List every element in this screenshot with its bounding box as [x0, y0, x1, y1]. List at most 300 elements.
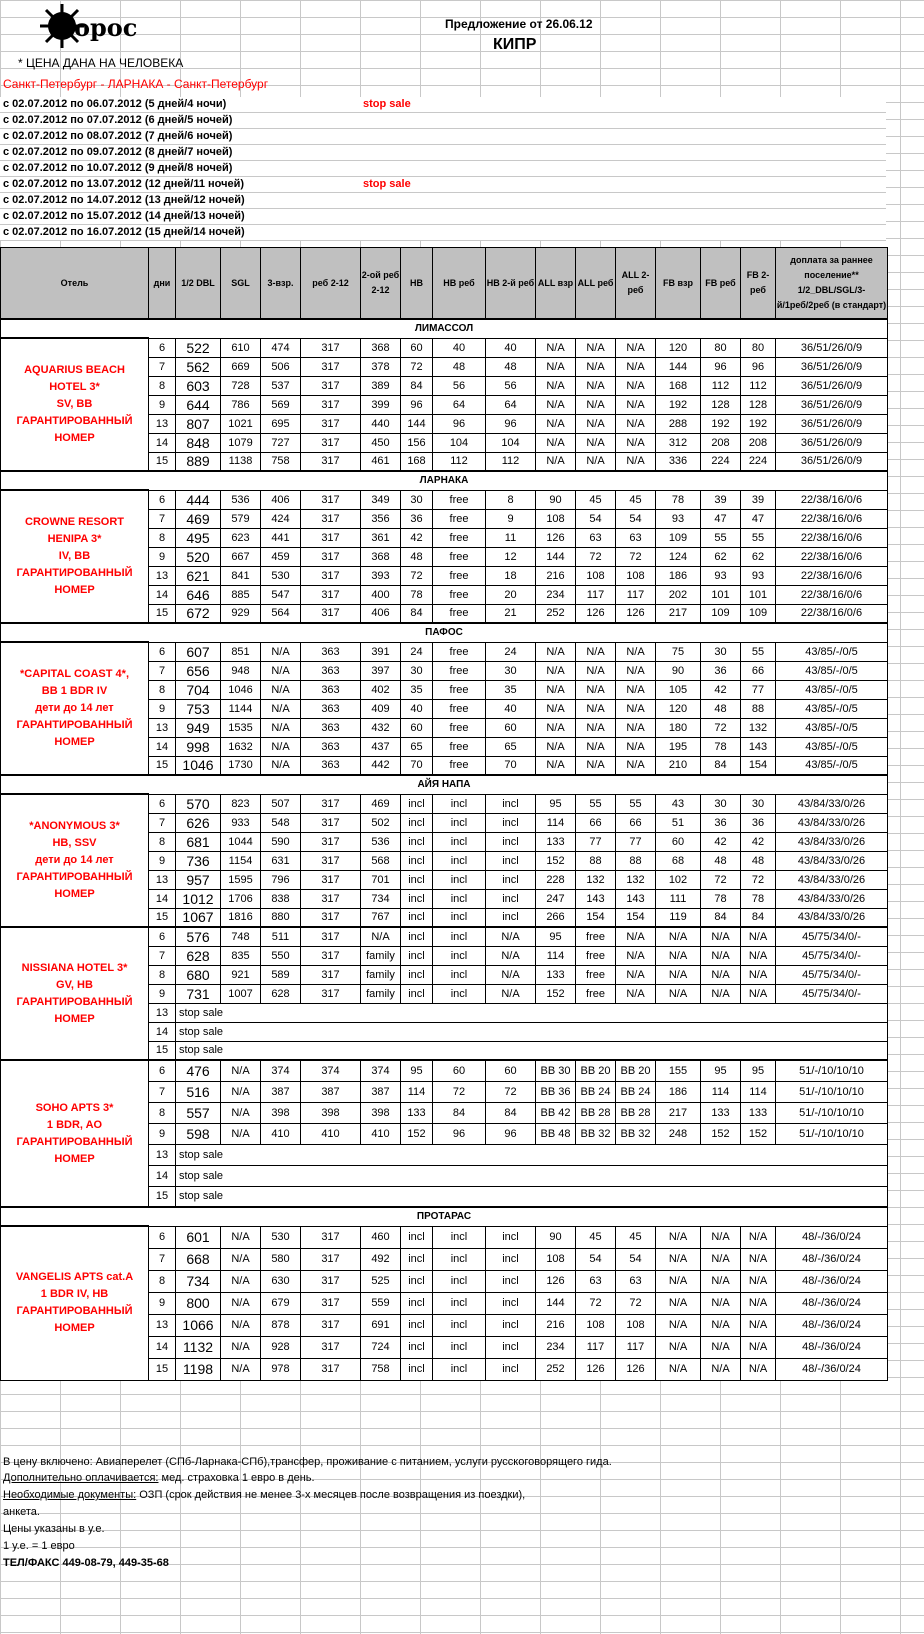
footer-rate: 1 у.е. = 1 евро	[3, 1540, 75, 1552]
price-cell: BB 20	[576, 1060, 616, 1081]
price-cell: 217	[656, 604, 701, 623]
days-cell: 14	[149, 433, 176, 452]
price-cell: 569	[261, 395, 301, 414]
price-cell: 63	[616, 1270, 656, 1292]
price-cell: N/A	[536, 737, 576, 756]
price-cell: 400	[361, 585, 401, 604]
price-cell: 77	[576, 832, 616, 851]
price-cell: 349	[361, 490, 401, 509]
price-cell: 111	[656, 889, 701, 908]
price-cell: 252	[536, 1358, 576, 1380]
price-cell: 72	[486, 1081, 536, 1102]
section-row	[1, 623, 888, 642]
price-cell: 998	[176, 737, 221, 756]
price-cell: incl	[486, 908, 536, 927]
days-cell: 9	[149, 984, 176, 1003]
price-cell: N/A	[221, 1060, 261, 1081]
price-cell: 105	[656, 680, 701, 699]
price-cell: BB 30	[536, 1060, 576, 1081]
date-row	[0, 193, 886, 209]
price-cell: 460	[361, 1226, 401, 1248]
section-title: ПАФОС	[1, 623, 888, 642]
price-cell: 60	[486, 718, 536, 737]
price-cell: N/A	[576, 737, 616, 756]
price-cell: 317	[301, 794, 361, 813]
price-cell: 36	[401, 509, 433, 528]
price-cell: 317	[301, 832, 361, 851]
days-cell: 13	[149, 566, 176, 585]
days-cell: 6	[149, 927, 176, 946]
price-cell: 669	[221, 357, 261, 376]
price-cell: 112	[741, 376, 776, 395]
price-cell: N/A	[616, 661, 656, 680]
price-cell: 317	[301, 1358, 361, 1380]
price-cell: 317	[301, 927, 361, 946]
price-cell: 168	[401, 452, 433, 471]
column-header: доплата за раннее поселение** 1/2_DBL/SGL/3-й/1реб/2реб (в стандарт)	[776, 248, 888, 320]
date-range: с 02.07.2012 по 13.07.2012 (12 дней/11 ночей)	[3, 178, 245, 190]
days-cell: 8	[149, 528, 176, 547]
price-cell: 192	[656, 395, 701, 414]
price-cell: 192	[741, 414, 776, 433]
table-row	[1, 1060, 888, 1081]
price-cell: 124	[656, 547, 701, 566]
price-cell: 68	[656, 851, 701, 870]
price-cell: 48/-/36/0/24	[776, 1270, 888, 1292]
price-cell: 695	[261, 414, 301, 433]
price-cell: incl	[433, 813, 486, 832]
hotel-name-line: SV, BB	[56, 398, 93, 410]
price-cell: 109	[741, 604, 776, 623]
price-cell: free	[433, 661, 486, 680]
price-cell: 108	[536, 1248, 576, 1270]
price-cell: 35	[486, 680, 536, 699]
price-cell: N/A	[741, 1270, 776, 1292]
date-row	[0, 161, 886, 177]
price-cell: 727	[261, 433, 301, 452]
price-cell: 84	[701, 908, 741, 927]
price-cell: 957	[176, 870, 221, 889]
hotel-name	[1, 1060, 149, 1207]
section-title: ЛИМАССОЛ	[1, 319, 888, 338]
price-cell: 317	[301, 965, 361, 984]
table-row	[1, 642, 888, 661]
price-cell: N/A	[741, 965, 776, 984]
price-cell: 48/-/36/0/24	[776, 1358, 888, 1380]
price-cell: N/A	[741, 946, 776, 965]
price-cell: 186	[656, 566, 701, 585]
price-cell: 40	[433, 338, 486, 357]
price-cell: N/A	[576, 699, 616, 718]
price-cell: N/A	[616, 642, 656, 661]
price-cell: N/A	[656, 965, 701, 984]
price-cell: N/A	[576, 338, 616, 357]
footer-included: В цену включено: Авиаперелет (СПб-Ларнака-СПб),трансфер, проживание с питанием, услуги русскоговорящего гида.	[3, 1456, 612, 1468]
price-cell: 701	[361, 870, 401, 889]
price-cell: 630	[261, 1270, 301, 1292]
hotel-name-line: 1 BDR IV, HB	[40, 1288, 109, 1301]
price-cell: incl	[486, 813, 536, 832]
price-cell: 22/38/16/0/6	[776, 604, 888, 623]
price-cell: 108	[616, 566, 656, 585]
price-cell: 949	[176, 718, 221, 737]
column-header: Отель	[1, 248, 149, 320]
price-cell: 835	[221, 946, 261, 965]
price-cell: 48	[433, 357, 486, 376]
date-range: с 02.07.2012 по 09.07.2012 (8 дней/7 ночей)	[3, 146, 233, 158]
price-cell: 562	[176, 357, 221, 376]
price-cell: 758	[361, 1358, 401, 1380]
price-cell: 36	[741, 813, 776, 832]
price-cell: incl	[401, 927, 433, 946]
column-header: ALL 2-реб	[616, 248, 656, 320]
price-cell: incl	[486, 889, 536, 908]
price-cell: N/A	[616, 984, 656, 1003]
stop-sale-cell: stop sale	[176, 1144, 888, 1165]
price-cell: 317	[301, 566, 361, 585]
price-cell: 363	[301, 756, 361, 775]
price-cell: 72	[741, 870, 776, 889]
price-cell: incl	[401, 1226, 433, 1248]
price-cell: 192	[701, 414, 741, 433]
price-cell: 252	[536, 604, 576, 623]
price-cell: N/A	[616, 414, 656, 433]
extra-label: Дополнительно оплачивается:	[3, 1472, 159, 1484]
price-cell: incl	[401, 1292, 433, 1314]
hotel-name-line: SOHO APTS 3*	[35, 1101, 114, 1114]
price-cell: 1012	[176, 889, 221, 908]
price-cell: 72	[576, 1292, 616, 1314]
price-cell: 889	[176, 452, 221, 471]
price-cell: 631	[261, 851, 301, 870]
stop-sale-cell: stop sale	[176, 1165, 888, 1186]
price-cell: BB 24	[616, 1081, 656, 1102]
price-cell: free	[433, 756, 486, 775]
price-cell: 459	[261, 547, 301, 566]
hotel-name-line: НОМЕР	[54, 736, 95, 748]
price-cell: N/A	[576, 433, 616, 452]
price-cell: 929	[221, 604, 261, 623]
date-row	[0, 113, 886, 129]
price-cell: N/A	[536, 642, 576, 661]
days-cell: 7	[149, 813, 176, 832]
price-cell: N/A	[261, 718, 301, 737]
price-cell: 410	[361, 1123, 401, 1144]
price-cell: 691	[361, 1314, 401, 1336]
price-cell: 109	[656, 528, 701, 547]
price-cell: 317	[301, 1292, 361, 1314]
date-range: с 02.07.2012 по 07.07.2012 (6 дней/5 ночей)	[3, 114, 233, 126]
price-cell: 317	[301, 490, 361, 509]
price-cell: 317	[301, 338, 361, 357]
price-cell: 537	[261, 376, 301, 395]
price-cell: BB 20	[616, 1060, 656, 1081]
column-header: SGL	[221, 248, 261, 320]
price-cell: N/A	[616, 357, 656, 376]
price-cell: 399	[361, 395, 401, 414]
price-cell: 90	[656, 661, 701, 680]
price-cell: 368	[361, 338, 401, 357]
price-cell: 126	[616, 1358, 656, 1380]
price-cell: 43/85/-/0/5	[776, 756, 888, 775]
price-cell: 590	[261, 832, 301, 851]
price-cell: 117	[616, 1336, 656, 1358]
price-cell: 95	[741, 1060, 776, 1081]
price-cell: N/A	[536, 680, 576, 699]
price-cell: 65	[401, 737, 433, 756]
price-cell: 437	[361, 737, 401, 756]
price-cell: incl	[433, 1270, 486, 1292]
price-cell: BB 24	[576, 1081, 616, 1102]
price-cell: 54	[576, 1248, 616, 1270]
price-cell: 154	[616, 908, 656, 927]
price-cell: N/A	[701, 1248, 741, 1270]
price-cell: incl	[433, 965, 486, 984]
price-cell: 623	[221, 528, 261, 547]
price-cell: 823	[221, 794, 261, 813]
column-header: ALL взр	[536, 248, 576, 320]
price-cell: 1067	[176, 908, 221, 927]
price-cell: N/A	[656, 1270, 701, 1292]
price-cell: 208	[701, 433, 741, 452]
days-cell: 15	[149, 1358, 176, 1380]
hotel-name-line: НОМЕР	[54, 1152, 95, 1165]
price-cell: 117	[576, 1336, 616, 1358]
days-cell: 6	[149, 1226, 176, 1248]
price-cell: 398	[301, 1102, 361, 1123]
price-cell: 84	[433, 1102, 486, 1123]
date-range: с 02.07.2012 по 16.07.2012 (15 дней/14 ночей)	[3, 226, 245, 238]
hotel-name-line: IV, BB	[58, 550, 91, 562]
price-cell: N/A	[616, 718, 656, 737]
price-cell: 51/-/10/10/10	[776, 1081, 888, 1102]
price-cell: 78	[656, 490, 701, 509]
price-cell: incl	[433, 1314, 486, 1336]
price-cell: 704	[176, 680, 221, 699]
price-cell: BB 42	[536, 1102, 576, 1123]
price-cell: 128	[701, 395, 741, 414]
date-range: с 02.07.2012 по 15.07.2012 (14 дней/13 ночей)	[3, 210, 245, 222]
price-cell: 152	[536, 851, 576, 870]
price-cell: N/A	[536, 756, 576, 775]
offer-date: Предложение от 26.06.12	[445, 17, 593, 31]
price-cell: incl	[433, 870, 486, 889]
price-cell: N/A	[701, 1314, 741, 1336]
price-cell: 95	[536, 927, 576, 946]
stop-sale-label: stop sale	[363, 178, 411, 190]
hotel-name-line: CROWNE RESORT	[25, 516, 124, 528]
price-cell: 22/38/16/0/6	[776, 528, 888, 547]
price-cell: incl	[433, 1248, 486, 1270]
price-cell: 878	[261, 1314, 301, 1336]
price-cell: 117	[576, 585, 616, 604]
price-cell: 547	[261, 585, 301, 604]
price-cell: 152	[701, 1123, 741, 1144]
days-cell: 9	[149, 547, 176, 566]
price-cell: 43/85/-/0/5	[776, 680, 888, 699]
date-range: с 02.07.2012 по 08.07.2012 (7 дней/6 ночей)	[3, 130, 233, 142]
footer-docs-2: анкета.	[3, 1506, 40, 1518]
price-cell: N/A	[741, 1314, 776, 1336]
price-cell: incl	[401, 1336, 433, 1358]
date-row	[0, 97, 886, 113]
price-cell: incl	[401, 946, 433, 965]
price-cell: 11	[486, 528, 536, 547]
price-cell: 753	[176, 699, 221, 718]
stop-sale-cell: stop sale	[176, 1041, 888, 1060]
hotel-name	[1, 794, 149, 927]
price-cell: 208	[741, 433, 776, 452]
price-cell: 133	[536, 965, 576, 984]
date-row	[0, 129, 886, 145]
price-cell: N/A	[616, 946, 656, 965]
price-cell: 55	[741, 642, 776, 661]
price-cell: 72	[701, 718, 741, 737]
price-cell: 266	[536, 908, 576, 927]
price-cell: incl	[486, 870, 536, 889]
section-row	[1, 471, 888, 490]
price-cell: 807	[176, 414, 221, 433]
column-header: дни	[149, 248, 176, 320]
price-cell: N/A	[261, 737, 301, 756]
docs-text: ОЗП (срок действия не менее 3-х месяцев после возвращения из поездки),	[136, 1489, 526, 1501]
price-cell: 93	[741, 566, 776, 585]
days-cell: 6	[149, 490, 176, 509]
price-cell: 22/38/16/0/6	[776, 585, 888, 604]
price-cell: 93	[656, 509, 701, 528]
price-cell: family	[361, 946, 401, 965]
price-cell: 530	[261, 1226, 301, 1248]
price-cell: 143	[616, 889, 656, 908]
price-cell: incl	[401, 813, 433, 832]
price-cell: 536	[361, 832, 401, 851]
price-cell: 1706	[221, 889, 261, 908]
price-cell: N/A	[616, 452, 656, 471]
price-cell: incl	[486, 1270, 536, 1292]
price-cell: 378	[361, 357, 401, 376]
price-cell: N/A	[536, 661, 576, 680]
price-cell: 72	[401, 566, 433, 585]
price-cell: 43/85/-/0/5	[776, 718, 888, 737]
price-cell: N/A	[576, 680, 616, 699]
price-cell: 536	[221, 490, 261, 509]
price-cell: 22/38/16/0/6	[776, 509, 888, 528]
price-cell: N/A	[741, 984, 776, 1003]
price-cell: 520	[176, 547, 221, 566]
price-cell: 77	[741, 680, 776, 699]
price-cell: 317	[301, 946, 361, 965]
price-cell: N/A	[656, 1314, 701, 1336]
section-row	[1, 1207, 888, 1226]
price-cell: 234	[536, 1336, 576, 1358]
table-row	[1, 490, 888, 509]
price-cell: 168	[656, 376, 701, 395]
price-cell: 402	[361, 680, 401, 699]
price-cell: 132	[741, 718, 776, 737]
price-cell: 48	[741, 851, 776, 870]
price-cell: 576	[176, 927, 221, 946]
price-cell: incl	[401, 870, 433, 889]
price-cell: 60	[486, 1060, 536, 1081]
price-cell: 9	[486, 509, 536, 528]
price-cell: free	[433, 528, 486, 547]
price-cell: 80	[701, 338, 741, 357]
price-cell: 72	[576, 547, 616, 566]
price-cell: N/A	[616, 433, 656, 452]
price-cell: 851	[221, 642, 261, 661]
price-cell: 728	[221, 376, 261, 395]
price-cell: 39	[701, 490, 741, 509]
days-cell: 14	[149, 1165, 176, 1186]
price-cell: 101	[741, 585, 776, 604]
price-cell: 63	[616, 528, 656, 547]
hotel-name-line: ГАРАНТИРОВАННЫЙ	[16, 1305, 133, 1318]
days-cell: 7	[149, 509, 176, 528]
price-cell: 143	[576, 889, 616, 908]
days-cell: 7	[149, 1081, 176, 1102]
section-row	[1, 319, 888, 338]
price-cell: N/A	[261, 680, 301, 699]
price-cell: 95	[401, 1060, 433, 1081]
price-cell: 43/85/-/0/5	[776, 661, 888, 680]
days-cell: 7	[149, 357, 176, 376]
price-cell: 54	[616, 1248, 656, 1270]
price-cell: 126	[576, 1358, 616, 1380]
price-cell: N/A	[576, 718, 616, 737]
price-cell: 317	[301, 908, 361, 927]
price-cell: 48/-/36/0/24	[776, 1226, 888, 1248]
price-cell: 112	[486, 452, 536, 471]
price-cell: 96	[433, 414, 486, 433]
price-cell: 43/84/33/0/26	[776, 889, 888, 908]
price-cell: 1730	[221, 756, 261, 775]
price-cell: 848	[176, 433, 221, 452]
days-cell: 13	[149, 870, 176, 889]
price-cell: 45/75/34/0/-	[776, 984, 888, 1003]
price-cell: incl	[401, 984, 433, 1003]
hotel-name-line: HB, SSV	[52, 837, 97, 849]
price-cell: 55	[576, 794, 616, 813]
days-cell: 8	[149, 680, 176, 699]
hotel-name-line: 1 BDR, AO	[46, 1118, 103, 1131]
price-cell: N/A	[361, 927, 401, 946]
price-cell: incl	[433, 851, 486, 870]
price-cell: 30	[486, 661, 536, 680]
svg-text:орос: орос	[74, 13, 138, 42]
price-cell: 387	[301, 1081, 361, 1102]
table-row	[1, 338, 888, 357]
price-cell: 681	[176, 832, 221, 851]
price-cell: incl	[433, 794, 486, 813]
price-cell: 12	[486, 547, 536, 566]
price-cell: 42	[701, 832, 741, 851]
price-cell: 1595	[221, 870, 261, 889]
price-cell: 42	[401, 528, 433, 547]
price-cell: 126	[616, 604, 656, 623]
price-cell: 36/51/26/0/9	[776, 433, 888, 452]
price-cell: 78	[401, 585, 433, 604]
price-cell: 432	[361, 718, 401, 737]
price-cell: 126	[576, 604, 616, 623]
price-cell: 374	[301, 1060, 361, 1081]
price-cell: 1154	[221, 851, 261, 870]
price-cell: free	[433, 547, 486, 566]
price-cell: N/A	[701, 1336, 741, 1358]
price-cell: 114	[536, 946, 576, 965]
hotel-name-line: НОМЕР	[54, 1322, 95, 1335]
price-cell: N/A	[701, 1226, 741, 1248]
price-cell: 800	[176, 1292, 221, 1314]
